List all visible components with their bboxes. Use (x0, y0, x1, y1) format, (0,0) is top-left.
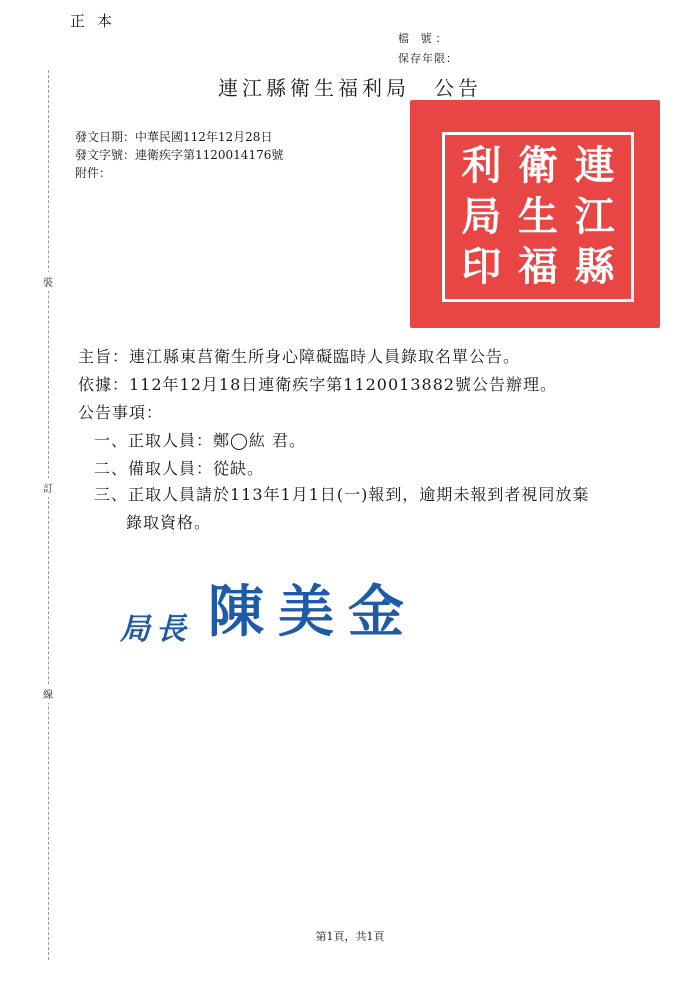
signature-name: 陳美金 (208, 579, 418, 645)
official-seal (410, 100, 660, 328)
subject-line: 主旨：連江縣東莒衛生所身心障礙臨時人員錄取名單公告。 (78, 347, 521, 366)
seal-char: 連 (574, 142, 615, 189)
document-number: 發文字號：連衛疾字第1120014176號 (75, 148, 284, 162)
seal-characters (453, 141, 623, 293)
binding-mark-middle: 訂 (43, 478, 53, 497)
issue-date: 發文日期：中華民國112年12月28日 (75, 130, 273, 144)
basis-line: 依據：112年12月18日連衛疾字第1120013882號公告辦理。 (78, 375, 558, 394)
binding-mark-top: 裝 (43, 272, 53, 291)
seal-border (442, 132, 634, 302)
agency-name: 連江縣衛生福利局 (218, 76, 410, 100)
seal-char: 局 (461, 192, 502, 240)
copy-mark: 正本 (70, 12, 125, 30)
seal-char: 縣 (574, 243, 615, 291)
seal-char: 利 (461, 142, 502, 189)
items-heading: 公告事項： (78, 403, 164, 422)
seal-char: 生 (518, 192, 558, 240)
signature-title: 局長 (120, 612, 192, 647)
binding-mark-bottom: 線 (43, 684, 53, 703)
seal-char: 福 (518, 243, 558, 291)
announcement-item-3: 三、正取人員請於113年1月1日(一)報到，逾期未報到者視同放棄 (94, 485, 590, 504)
binding-line (48, 70, 49, 960)
director-signature (120, 568, 418, 648)
seal-char: 衛 (518, 142, 558, 189)
attachment-label: 附件： (75, 166, 112, 180)
file-number-label: 檔 號： (398, 32, 451, 45)
document-type: 公告 (434, 76, 482, 100)
page-number: 第1頁，共1頁 (315, 930, 385, 943)
announcement-item-2: 二、備取人員：從缺。 (94, 459, 265, 478)
announcement-item-1: 一、正取人員：鄭◯紘 君。 (94, 431, 306, 450)
announcement-item-3-continued: 錄取資格。 (126, 513, 212, 532)
seal-char: 印 (461, 243, 502, 291)
retention-label: 保存年限： (398, 52, 458, 65)
document-title (0, 72, 700, 101)
seal-char: 江 (574, 192, 615, 240)
